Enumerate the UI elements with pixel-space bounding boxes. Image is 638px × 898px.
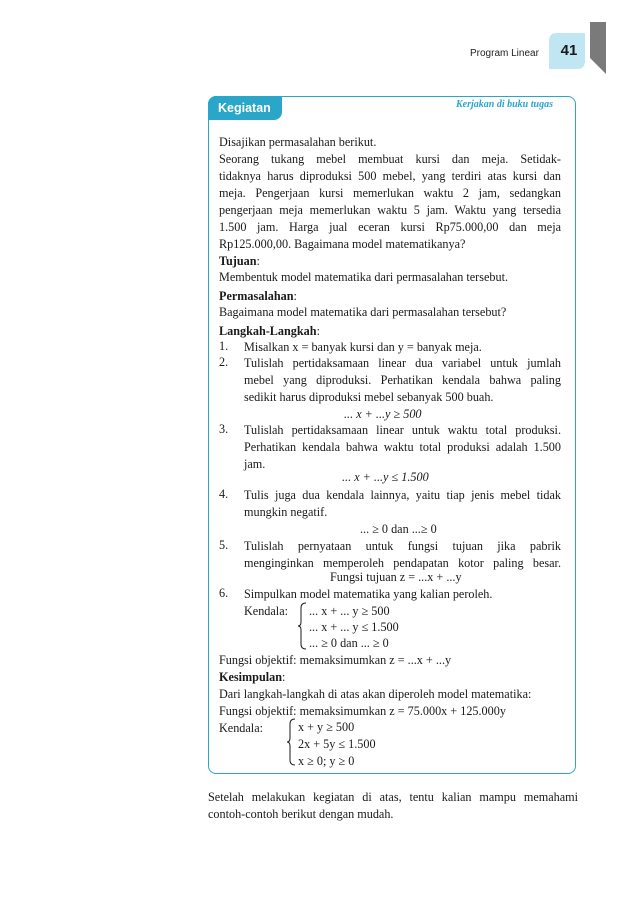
step-line: menginginkan memperoleh pendapatan kotor paling besar. [244,556,561,570]
step-line: Tulislah pernyataan untuk fungsi tujuan jika pabrik [244,539,561,553]
instruction-note: Kerjakan di buku tugas [456,99,553,110]
intro-line: 1.500 jam. Harga jual eceran kursi Rp75.000,00 dan meja [219,220,561,234]
step-formula: ... ≥ 0 dan ...≥ 0 [360,522,437,536]
kendala-label: Kendala: [219,721,263,735]
langkah-label: Langkah-Langkah [219,324,317,338]
intro-line: tidaknya harus diproduksi 500 mebel, yang terdiri atas kursi dan [219,169,561,183]
kendala-label: Kendala: [244,604,288,618]
step-line: jam. [244,457,266,471]
constraint-line: ... x + ... y ≥ 500 [309,604,390,618]
constraint-line: ... x + ... y ≤ 1.500 [309,620,399,634]
permasalahan-label: Permasalahan [219,289,294,303]
step-number: 2. [219,355,229,369]
final-constraint: 2x + 5y ≤ 1.500 [298,737,376,751]
activity-tag: Kegiatan [208,96,282,120]
intro-line: Rp125.000,00. Bagaimana model matematikanya? [219,237,466,251]
step-line: mungkin negatif. [244,505,328,519]
kesimpulan-intro: Dari langkah-langkah di atas akan diperoleh model matematika: [219,687,532,701]
step-formula: ... x + ...y ≤ 1.500 [342,470,429,484]
tujuan-text: Membentuk model matematika dari permasalahan tersebut. [219,270,509,284]
step-line: Perhatikan kendala bahwa waktu total produksi adalah 1.500 [244,440,561,454]
final-constraint: x ≥ 0; y ≥ 0 [298,754,355,768]
step-number: 3. [219,422,229,436]
kesimpulan-label: Kesimpulan [219,670,282,684]
final-constraint: x + y ≥ 500 [298,720,355,734]
step-number: 4. [219,487,229,501]
objective-line: Fungsi objektif: memaksimumkan z = ...x + ...y [219,653,452,667]
after-text-line: contoh-contoh berikut dengan mudah. [208,807,394,821]
step-number: 5. [219,538,229,552]
step-line: Simpulkan model matematika yang kalian peroleh. [244,587,493,601]
intro-line: meja. Pengerjaan kursi memerlukan waktu 2 jam, sedangkan [219,186,561,200]
step-line: Misalkan x = banyak kursi dan y = banyak meja. [244,340,482,354]
permasalahan-text: Bagaimana model matematika dari permasalahan tersebut? [219,305,507,319]
left-brace-icon [297,602,307,650]
running-header: Program Linear [470,48,539,59]
intro-line: pengerjaan meja memerlukan waktu 5 jam. Waktu yang tersedia [219,203,561,217]
step-line: Tulislah pertidaksamaan linear dua variabel untuk jumlah [244,356,561,370]
tujuan-label: Tujuan [219,254,257,268]
page-number: 41 [560,42,578,59]
kesimpulan-objective: Fungsi objektif: memaksimumkan z = 75.000x + 125.000y [219,704,506,718]
step-formula: Fungsi tujuan z = ...x + ...y [330,570,462,584]
corner-decoration [590,22,606,74]
step-line: sedikit harus diproduksi mebel sebanyak 500 buah. [244,390,494,404]
after-text-line: Setelah melakukan kegiatan di atas, tentu kalian mampu memahami [208,790,578,804]
left-brace-icon [286,718,296,766]
step-number: 6. [219,586,229,600]
step-line: Tulis juga dua kendala lainnya, yaitu tiap jenis mebel tidak [244,488,561,502]
step-formula: ... x + ...y ≥ 500 [344,407,422,421]
constraint-line: ... ≥ 0 dan ... ≥ 0 [309,636,389,650]
intro-line: Seorang tukang mebel membuat kursi dan meja. Setidak- [219,152,561,166]
step-number: 1. [219,339,229,353]
step-line: mebel yang diproduksi. Perhatikan kendala bahwa paling [244,373,561,387]
step-line: Tulislah pertidaksamaan linear untuk waktu total produksi. [244,423,561,437]
intro-line: Disajikan permasalahan berikut. [219,135,377,149]
